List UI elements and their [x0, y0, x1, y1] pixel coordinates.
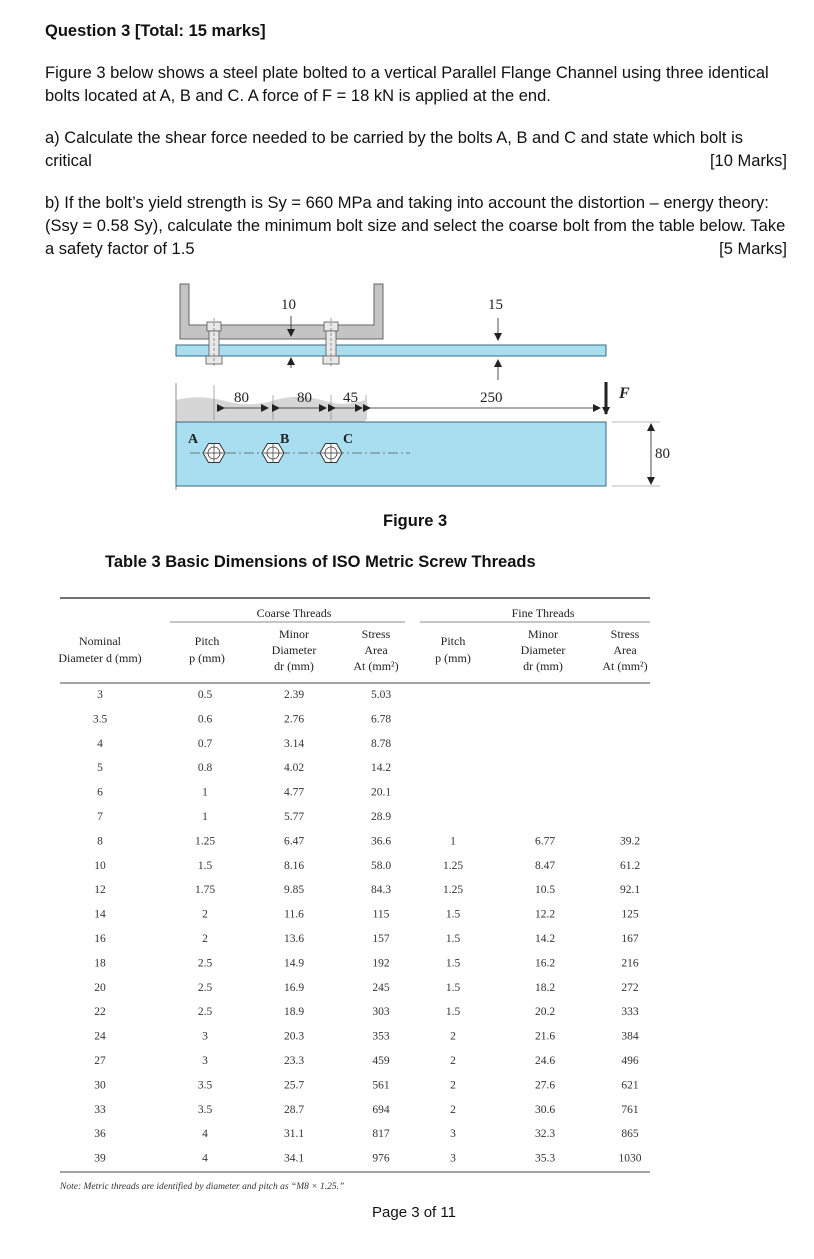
- table-cell: 8.47: [534, 859, 556, 872]
- table-cell: 8: [97, 835, 103, 848]
- table-row: [94, 1104, 639, 1116]
- table-cell: 245: [372, 981, 390, 994]
- table-cell: 1.25: [442, 859, 464, 872]
- table-cell: 28.7: [283, 1103, 305, 1116]
- table-cell: 27: [94, 1055, 106, 1067]
- dim-80-bc-label: 80: [297, 390, 312, 406]
- table-cell: 2: [450, 1055, 456, 1067]
- plate-edge-view: [176, 345, 606, 356]
- part-a-text: a) Calculate the shear force needed to be carried by the bolts A, B and C and state which bolt is critical: [45, 129, 743, 170]
- table-cell: 1: [202, 811, 208, 823]
- header-nominal-line-1: Diameter d (mm): [58, 651, 142, 665]
- table-cell: 333: [621, 1006, 639, 1019]
- table-cell: 16: [94, 933, 106, 945]
- bolt-c-side-view: [323, 318, 339, 368]
- table-cell: 0.5: [197, 689, 213, 701]
- table-cell: 1.5: [445, 957, 461, 970]
- question-intro: Figure 3 below shows a steel plate bolted to a vertical Parallel Flange Channel using three identical bolts located at A, B and C. A force of F = 18 kN is applied at the end.: [45, 64, 769, 105]
- header-f_minor-line-1: Diameter: [520, 643, 566, 657]
- dim-45-label: 45: [343, 390, 358, 406]
- table-cell: 7: [97, 811, 103, 823]
- table-cell: 5.77: [283, 811, 305, 823]
- dim-10-label: 10: [281, 297, 296, 313]
- coarse-threads-header: Coarse Threads: [256, 606, 332, 620]
- header-c_stress-line-0: Stress: [361, 627, 391, 641]
- table-row: [93, 713, 392, 725]
- table-row: [94, 1128, 639, 1140]
- table-cell: 6.78: [370, 713, 392, 726]
- table-cell: 22: [94, 1006, 106, 1019]
- table-row: [94, 909, 639, 921]
- table-cell: 14.2: [534, 933, 556, 945]
- table-cell: 1.5: [445, 981, 461, 994]
- table-cell: 6.77: [534, 835, 556, 848]
- table-cell: 272: [621, 981, 639, 994]
- table-cell: 1030: [618, 1152, 642, 1165]
- table-cell: 2: [450, 1030, 456, 1043]
- table-cell: 353: [372, 1030, 390, 1043]
- table-row: [94, 957, 639, 969]
- table-cell: 20.2: [534, 1006, 556, 1019]
- table-cell: 561: [372, 1079, 390, 1092]
- table-cell: 39: [94, 1152, 106, 1165]
- table-cell: 167: [621, 933, 639, 945]
- table-cell: 2: [450, 1079, 456, 1092]
- table-cell: 16.9: [283, 981, 305, 994]
- table-cell: 20: [94, 981, 106, 994]
- thread-table: [0, 590, 814, 1180]
- header-c_stress-line-1: Area: [364, 643, 388, 657]
- table-cell: 0.6: [197, 713, 213, 726]
- header-f_minor-line-2: dr (mm): [523, 659, 563, 673]
- table-cell: 1.5: [445, 933, 461, 945]
- table-row: [94, 1079, 639, 1091]
- table-cell: 21.6: [534, 1030, 556, 1043]
- table-cell: 157: [372, 933, 390, 945]
- table-cell: 39.2: [619, 835, 641, 848]
- table-cell: 865: [621, 1128, 639, 1141]
- table-cell: 10.5: [534, 884, 556, 897]
- header-c_pitch-line-0: Pitch: [194, 634, 220, 648]
- table-cell: 0.7: [197, 737, 213, 750]
- table-cell: 4: [202, 1152, 208, 1165]
- table-cell: 761: [621, 1103, 639, 1116]
- part-a: [45, 127, 787, 173]
- header-c_pitch-line-1: p (mm): [189, 651, 225, 665]
- table-cell: 0.8: [197, 762, 213, 775]
- header-nominal-line-0: Nominal: [79, 634, 121, 648]
- header-f_stress-line-1: Area: [613, 643, 637, 657]
- table-cell: 3.5: [92, 713, 108, 726]
- dim-80-ab-label: 80: [234, 390, 249, 406]
- table-row: [97, 689, 391, 701]
- table-row: [94, 1006, 639, 1018]
- table-cell: 30.6: [534, 1103, 556, 1116]
- table-cell: 1: [450, 835, 456, 848]
- table-cell: 14.2: [370, 762, 392, 775]
- table-row: [94, 884, 640, 896]
- table-note: Note: Metric threads are identified by diameter and pitch as “M8 × 1.25.”: [60, 1182, 345, 1192]
- table-cell: 6.47: [283, 835, 305, 848]
- force-label: F: [619, 385, 630, 402]
- table-cell: 1.5: [197, 859, 213, 872]
- table-cell: 1.25: [442, 884, 464, 897]
- table-cell: 3.5: [197, 1103, 213, 1116]
- table-cell: 2.39: [283, 689, 305, 701]
- table-cell: 34.1: [283, 1152, 305, 1165]
- table-cell: 92.1: [619, 884, 641, 897]
- table-cell: 5: [97, 762, 103, 775]
- table-cell: 1.5: [445, 908, 461, 921]
- table-cell: 1.5: [445, 1006, 461, 1019]
- table-cell: 216: [621, 957, 639, 970]
- table-cell: 8.16: [283, 859, 305, 872]
- figure-caption: Figure 3: [383, 512, 448, 530]
- table-cell: 1.25: [194, 835, 216, 848]
- header-f_minor-line-0: Minor: [528, 627, 558, 641]
- bolt-c-label: C: [343, 432, 354, 447]
- table-row: [94, 1055, 639, 1067]
- table-cell: 2.5: [197, 957, 213, 970]
- figure-3-diagram: [0, 280, 814, 510]
- table-cell: 4.77: [283, 786, 305, 799]
- table-cell: 2.5: [197, 981, 213, 994]
- table-cell: 84.3: [370, 884, 392, 897]
- table-cell: 6: [97, 786, 103, 799]
- table-cell: 192: [372, 957, 390, 970]
- table-cell: 14.9: [283, 957, 305, 970]
- part-b-text: b) If the bolt’s yield strength is Sy = 660 MPa and taking into account the distortion – energy theory: (Ssy = 0.58 Sy), calculate the minimum bolt size and select the coarse bolt from the table below. Take a safety factor of 1.5: [45, 194, 786, 258]
- table-cell: 1: [202, 786, 208, 799]
- table-cell: 3.14: [283, 737, 305, 750]
- table-row: [97, 762, 391, 774]
- table-cell: 36: [94, 1128, 106, 1141]
- table-row: [97, 835, 640, 847]
- table-cell: 4: [202, 1128, 208, 1141]
- table-cell: 11.6: [284, 908, 304, 921]
- table-cell: 20.1: [370, 786, 392, 799]
- plate-front-view: [176, 422, 606, 486]
- table-row: [94, 1153, 642, 1165]
- table-cell: 18: [94, 957, 106, 970]
- table-cell: 12.2: [534, 908, 556, 921]
- table-cell: 18.9: [283, 1006, 305, 1019]
- table-row: [94, 933, 639, 945]
- page-number: Page 3 of 11: [372, 1204, 456, 1221]
- table-cell: 28.9: [370, 811, 392, 823]
- table-cell: 496: [621, 1055, 639, 1067]
- dim-height-label: 80: [655, 446, 670, 462]
- table-cell: 4: [97, 737, 103, 750]
- table-cell: 3: [202, 1030, 208, 1043]
- table-cell: 61.2: [619, 859, 641, 872]
- table-cell: 3: [450, 1128, 456, 1141]
- table-title: Table 3 Basic Dimensions of ISO Metric Screw Threads: [105, 553, 536, 571]
- header-c_minor-line-1: Diameter: [271, 643, 317, 657]
- table-cell: 25.7: [283, 1079, 305, 1092]
- table-cell: 23.3: [283, 1055, 305, 1067]
- table-cell: 36.6: [370, 835, 392, 848]
- question-title: Question 3 [Total: 15 marks]: [45, 22, 266, 40]
- table-cell: 2: [202, 933, 208, 945]
- table-cell: 33: [94, 1103, 106, 1116]
- table-cell: 694: [372, 1103, 390, 1116]
- table-cell: 3.5: [197, 1079, 213, 1092]
- header-c_minor-line-2: dr (mm): [274, 659, 314, 673]
- header-c_minor-line-0: Minor: [279, 627, 309, 641]
- table-cell: 14: [94, 908, 106, 921]
- table-row: [94, 982, 639, 994]
- table-cell: 5.03: [370, 689, 392, 701]
- table-cell: 817: [372, 1128, 390, 1141]
- table-row: [94, 1031, 639, 1043]
- table-cell: 32.3: [534, 1128, 556, 1141]
- table-cell: 2: [202, 908, 208, 921]
- table-cell: 24: [94, 1030, 106, 1043]
- table-cell: 115: [372, 908, 390, 921]
- table-cell: 12: [94, 884, 106, 897]
- table-cell: 621: [621, 1079, 639, 1092]
- table-row: [97, 738, 391, 750]
- table-cell: 10: [94, 859, 106, 872]
- part-b-marks: [5 Marks]: [719, 240, 787, 258]
- table-cell: 2.76: [283, 713, 305, 726]
- bolt-a-side-view: [206, 318, 222, 368]
- table-row: [94, 860, 640, 872]
- table-cell: 30: [94, 1079, 106, 1092]
- table-cell: 3: [450, 1152, 456, 1165]
- table-row: [97, 787, 391, 799]
- fine-threads-header: Fine Threads: [511, 606, 575, 620]
- table-row: [97, 811, 391, 823]
- table-cell: 3: [97, 689, 103, 701]
- header-f_pitch-line-1: p (mm): [435, 651, 471, 665]
- table-cell: 9.85: [283, 884, 305, 897]
- table-cell: 303: [372, 1006, 390, 1019]
- header-f_stress-line-0: Stress: [610, 627, 640, 641]
- part-a-marks: [10 Marks]: [709, 152, 787, 170]
- bolt-b-label: B: [280, 432, 290, 447]
- header-f_pitch-line-0: Pitch: [440, 634, 466, 648]
- part-b: [45, 192, 787, 261]
- dim-15-label: 15: [488, 297, 503, 313]
- table-cell: 976: [372, 1152, 390, 1165]
- table-cell: 24.6: [534, 1055, 556, 1067]
- table-cell: 1.75: [194, 884, 216, 897]
- header-f_stress-line-2: At (mm²): [602, 659, 648, 673]
- dim-250-label: 250: [480, 390, 503, 406]
- table-cell: 125: [621, 908, 639, 921]
- table-cell: 459: [372, 1055, 390, 1067]
- table-cell: 31.1: [283, 1128, 305, 1141]
- table-cell: 18.2: [534, 981, 556, 994]
- bolt-a-label: A: [188, 432, 199, 447]
- table-cell: 13.6: [283, 933, 305, 945]
- table-cell: 58.0: [370, 859, 392, 872]
- header-c_stress-line-2: At (mm²): [353, 659, 399, 673]
- channel-web-front: [176, 397, 365, 422]
- table-cell: 35.3: [534, 1152, 556, 1165]
- table-cell: 20.3: [283, 1030, 305, 1043]
- table-cell: 384: [621, 1030, 639, 1043]
- table-cell: 2: [450, 1103, 456, 1116]
- table-cell: 16.2: [534, 957, 556, 970]
- table-cell: 3: [202, 1055, 208, 1067]
- table-cell: 2.5: [197, 1006, 213, 1019]
- table-cell: 27.6: [534, 1079, 556, 1092]
- table-cell: 4.02: [283, 762, 305, 775]
- table-cell: 8.78: [370, 737, 392, 750]
